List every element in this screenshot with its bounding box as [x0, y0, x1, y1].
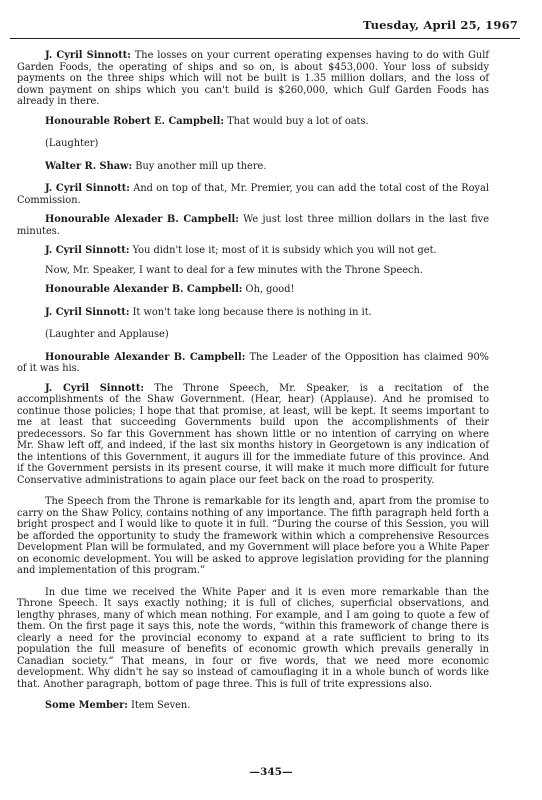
speaker-name: Honourable Alexader B. Campbell: [45, 214, 239, 225]
speech-text: (Laughter and Applause) [45, 329, 169, 340]
speech-text: The Throne Speech, Mr. Speaker, is a recitation of the accomplishments of the Shaw Government. (Hear, hear) (Applause). And he promised to continue those policies; I hope that that promise, at least, will be kept. It seems important to me at least that succeeding Governments build upon the accomplishments of their predecessors. So far this Government has shown little or no intention of carrying on where Mr. Shaw left off, and indeed, if the last six months history in Georgetown is any indication of the intentions of this Government, it augurs ill for the immediate future of this province. And if the Government persists in its present course, it will make it much more difficult for future Conservative administrations to again place our feet back on the road to prosperity. [17, 382, 489, 486]
speech-text: And on top of that, Mr. Premier, you can add the total cost of the Royal Commission. [17, 183, 489, 206]
paragraph [17, 116, 489, 128]
speech-text: (Laughter) [45, 138, 99, 149]
transcript-body [17, 50, 489, 720]
speaker-name: J. Cyril Sinnott: [45, 183, 130, 194]
paragraph [17, 138, 489, 150]
paragraph [17, 307, 489, 319]
speaker-name: J. Cyril Sinnott: [45, 382, 144, 394]
speaker-name: Walter R. Shaw: [45, 160, 133, 172]
speech-text: The Speech from the Throne is remarkable for its length and, apart from the promise to carry on the Shaw Policy, contains nothing of any importance. The fifth paragraph held forth a bright prospect and I would like to quote it in full. “During the course of this Session, you will be afforded the opportunity to study the framework within which a comprehensive Resources Development Plan will be formulated, and my Government will place before you a White Paper on economic development. You will be asked to approve legislation providing for the planning and implementation of this program.” [17, 496, 489, 576]
speaker-name: Honourable Alexander B. Campbell: [45, 284, 243, 295]
paragraph [17, 50, 489, 108]
page-header [10, 14, 520, 39]
speech-text: Buy another mill up there. [132, 160, 267, 172]
paragraph [17, 383, 489, 487]
speech-text: We just lost three million dollars in the last five minutes. [17, 214, 489, 237]
speaker-name: Some Member: [45, 700, 128, 711]
paragraph [17, 284, 489, 296]
speaker-name: Honourable Alexander B. Campbell: [45, 351, 246, 363]
page-number: —345— [249, 766, 293, 778]
speech-text: Oh, good! [242, 284, 295, 295]
paragraph [17, 183, 489, 206]
paragraph [17, 587, 489, 691]
speaker-name: J. Cyril Sinnott: [45, 50, 131, 61]
paragraph [17, 245, 489, 257]
speaker-name: J. Cyril Sinnott: [45, 245, 130, 256]
speech-text: In due time we received the White Paper and it is even more remarkable than the Throne Speech. It says exactly nothing; it is full of cliches, superficial observations, and lengthy phrases, many of which mean nothing. For example, and I am going to quote a few of them. On the first page it says this, note the words, “within this framework of change there is clearly a need for the provincial economy to expand at a rate sufficient to bring to its population the full measure of benefits of economic growth which prevails generally in Canadian society.” That means, in four or five words, that we need more economic development. Why didn't he say so instead of camouflaging it in a whole bunch of words like that. Another paragraph, bottom of page three. This is full of trite expressions also. [17, 586, 489, 690]
paragraph [17, 214, 489, 237]
speech-text: Now, Mr. Speaker, I want to deal for a few minutes with the Throne Speech. [45, 264, 423, 276]
speech-text: It won't take long because there is nothing in it. [129, 306, 372, 318]
paragraph [17, 700, 489, 712]
paragraph [17, 329, 489, 341]
speaker-name: J. Cyril Sinnott: [45, 306, 130, 318]
paragraph [17, 265, 489, 277]
header-date: Tuesday, April 25, 1967 [362, 18, 518, 32]
paragraph [17, 352, 489, 375]
paragraph [17, 161, 489, 173]
paragraph [17, 496, 489, 577]
speech-text: The Leader of the Opposition has claimed 90% of it was his. [17, 351, 489, 374]
speaker-name: Honourable Robert E. Campbell: [45, 115, 224, 127]
speech-text: That would buy a lot of oats. [223, 115, 369, 127]
speech-text: You didn't lose it; most of it is subsidy which you will not get. [129, 245, 437, 256]
speech-text: The losses on your current operating expenses having to do with Gulf Garden Foods, the operating of ships and so on, is about $453,000. Your loss of subsidy payments on the three ships which will not be built is 1.35 million dollars, and the loss of down payment on ships which you can't build is $260,000, which Gulf Garden Foods has already in there. [17, 50, 490, 107]
speech-text: Item Seven. [127, 700, 191, 711]
